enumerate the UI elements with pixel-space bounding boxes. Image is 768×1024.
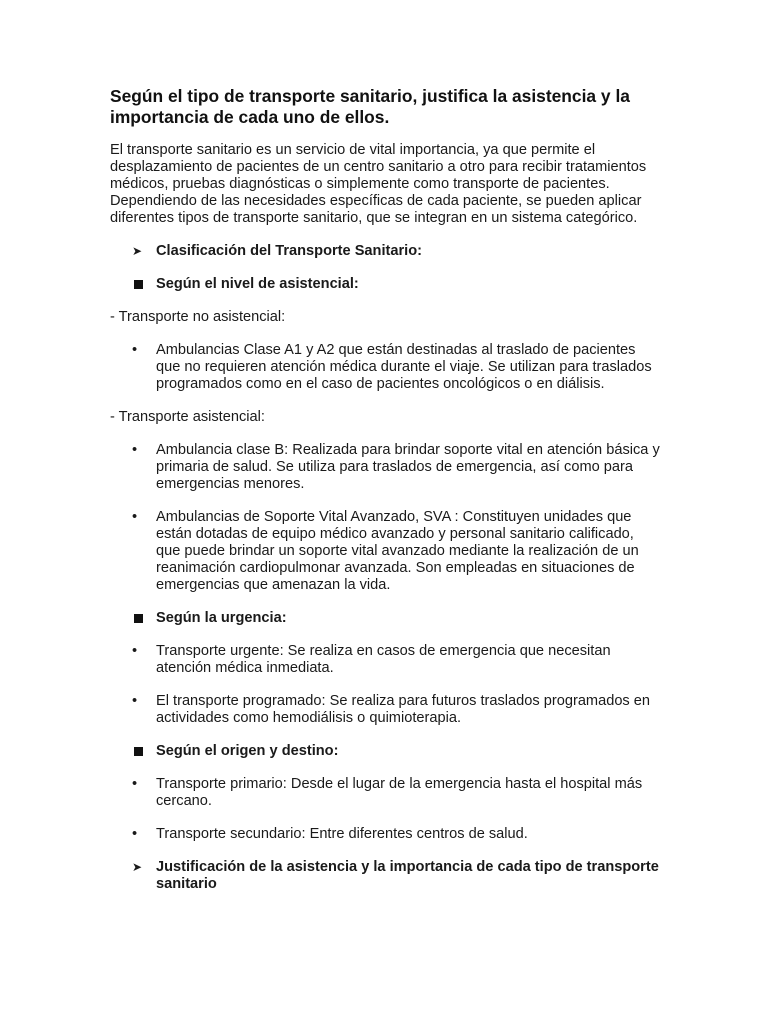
list-item-text: Ambulancia clase B: Realizada para brindar soporte vital en atención básica y primaria de salud. Se utiliza para traslados de emergencia, así como para emergencias menores. bbox=[156, 442, 660, 492]
bullet-dot-icon: • bbox=[132, 342, 138, 358]
intro-paragraph: El transporte sanitario es un servicio de vital importancia, ya que permite el desplazamiento de pacientes de un centro sanitario a otro para recibir tratamientos médicos, pruebas diagnósticas o simplemente como transporte de pacientes. Dependiendo de las necesidades específicas de cada paciente, se pueden aplicar diferentes tipos de transporte sanitario, que se integran en un sistema categórico. bbox=[110, 142, 647, 226]
bullet-dot-icon: • bbox=[132, 509, 138, 525]
list-item-text: Transporte urgente: Se realiza en casos de emergencia que necesitan atención médica inmediata. bbox=[156, 643, 611, 676]
non-assistance-label: - Transporte no asistencial: bbox=[110, 309, 286, 325]
list-item-text: Transporte secundario: Entre diferentes centros de salud. bbox=[156, 826, 528, 842]
list-item-text: Ambulancias de Soporte Vital Avanzado, SVA : Constituyen unidades que están dotadas de equipo médico avanzado y personal sanitario calificado, que puede brindar un soporte vital avanzado mediante la realización de un reanimación cardiopulmonar avanzada. Son empleadas en situaciones de emergencias que amenazan la vida. bbox=[156, 509, 639, 593]
arrow-bullet-icon: ➤ bbox=[132, 244, 143, 258]
bullet-dot-icon: • bbox=[132, 643, 138, 659]
bullet-dot-icon: • bbox=[132, 442, 138, 458]
arrow-bullet-icon: ➤ bbox=[132, 860, 143, 874]
justification-heading bbox=[110, 859, 660, 893]
assistance-label: - Transporte asistencial: bbox=[110, 409, 265, 425]
list-item bbox=[110, 643, 660, 677]
document-title: Según el tipo de transporte sanitario, justifica la asistencia y la importancia de cada uno de ellos. bbox=[110, 86, 630, 127]
square-bullet-icon bbox=[134, 280, 143, 289]
list-item bbox=[110, 826, 660, 843]
section-level-heading-text: Según el nivel de asistencial: bbox=[156, 276, 359, 292]
section-level-heading bbox=[110, 276, 660, 293]
square-bullet-icon bbox=[134, 747, 143, 756]
section-urgency-heading bbox=[110, 610, 660, 627]
bullet-dot-icon: • bbox=[132, 776, 138, 792]
list-item-text: Transporte primario: Desde el lugar de la emergencia hasta el hospital más cercano. bbox=[156, 776, 643, 809]
section-origin-heading bbox=[110, 743, 660, 760]
section-urgency-heading-text: Según la urgencia: bbox=[156, 610, 287, 626]
list-item bbox=[110, 693, 660, 727]
list-item bbox=[110, 509, 660, 594]
bullet-dot-icon: • bbox=[132, 826, 138, 842]
list-item bbox=[110, 442, 660, 493]
list-item-text: El transporte programado: Se realiza para futuros traslados programados en actividades como hemodiálisis o quimioterapia. bbox=[156, 693, 651, 726]
classification-heading bbox=[110, 243, 660, 260]
list-item bbox=[110, 342, 660, 393]
justification-heading-text: Justificación de la asistencia y la importancia de cada tipo de transporte sanitario bbox=[156, 859, 659, 892]
classification-heading-text: Clasificación del Transporte Sanitario: bbox=[156, 243, 423, 259]
list-item-text: Ambulancias Clase A1 y A2 que están destinadas al traslado de pacientes que no requieren atención médica durante el viaje. Se utilizan para traslados programados como en el caso de pacientes oncológicos o en diálisis. bbox=[156, 342, 652, 392]
list-item bbox=[110, 776, 660, 810]
document-page bbox=[110, 86, 660, 893]
bullet-dot-icon: • bbox=[132, 693, 138, 709]
section-origin-heading-text: Según el origen y destino: bbox=[156, 743, 339, 759]
square-bullet-icon bbox=[134, 614, 143, 623]
